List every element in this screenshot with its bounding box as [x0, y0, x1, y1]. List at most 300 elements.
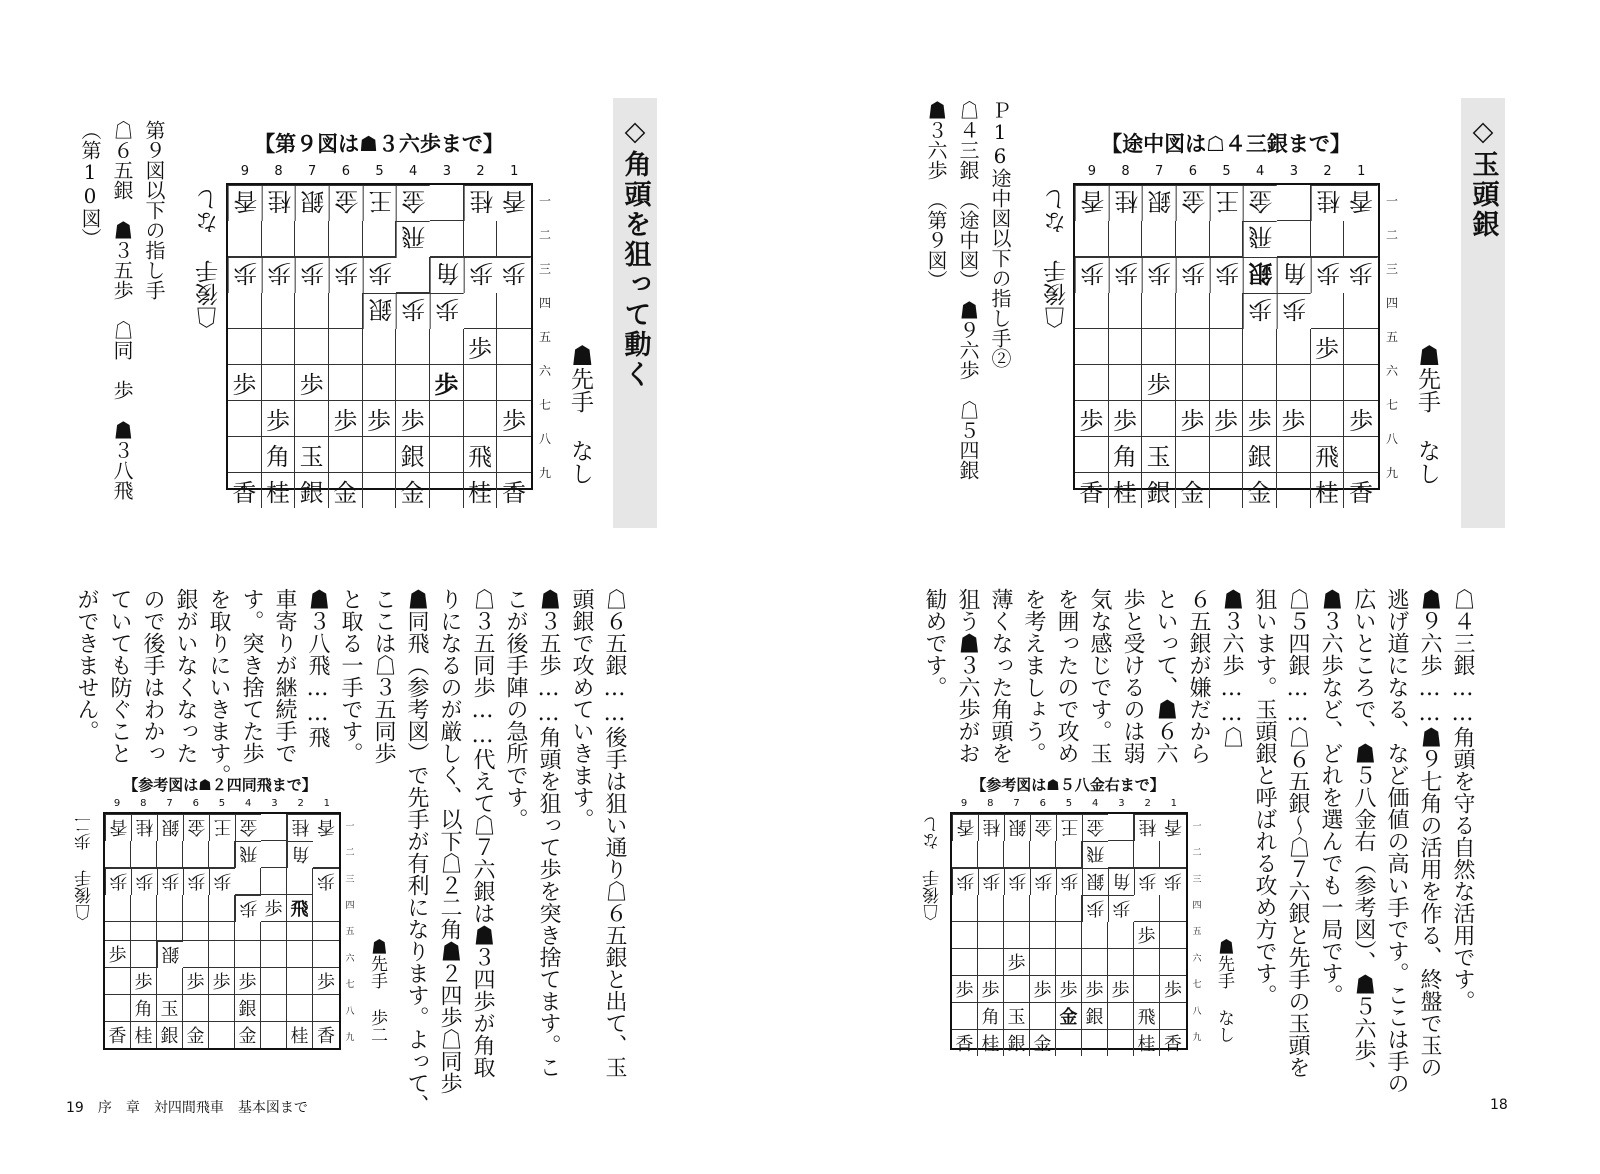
board-square: 歩: [1004, 868, 1030, 895]
board-square: [131, 922, 157, 941]
board-square: 桂: [262, 185, 296, 221]
board-square: 歩: [363, 401, 397, 437]
board-square: [1210, 473, 1244, 508]
moves-line: ☖４三銀 （途中図） ☗９六歩 ☖５四銀: [956, 100, 980, 480]
board-square: 歩: [1311, 257, 1345, 293]
body-line: ☗３八飛……飛: [305, 588, 330, 748]
board-square: 香: [952, 814, 978, 841]
left-diagram-row-labels: 一 二 三 四 五 六 七 八 九: [538, 193, 551, 481]
board-square: 玉: [295, 437, 329, 473]
board-square: [183, 895, 209, 922]
board-square: [313, 895, 339, 922]
board-square: 歩: [1075, 257, 1109, 293]
board-square: 桂: [1134, 814, 1160, 841]
board-square: [228, 437, 262, 473]
right-ref-col-labels: 9 8 7 6 5 4 3 2 1: [960, 798, 1178, 809]
board-square: 金: [1176, 473, 1210, 508]
board-square: [1277, 365, 1311, 401]
board-square: 歩: [1004, 949, 1030, 976]
board-square: [1056, 1030, 1082, 1056]
board-square: 歩: [1030, 868, 1056, 895]
board-square: 香: [228, 473, 262, 508]
board-square: 歩: [235, 968, 261, 995]
board-square: 角: [978, 1003, 1004, 1030]
board-square: 銀: [295, 185, 329, 221]
board-square: [1160, 922, 1186, 949]
board-square: 桂: [1109, 185, 1143, 221]
board-square: 歩: [1176, 257, 1210, 293]
right-section-header: [1461, 98, 1505, 528]
board-square: [1210, 365, 1244, 401]
body-line: ☖３五同歩……代えて☖７六銀は☗３四歩が角取: [470, 588, 495, 1078]
board-square: 桂: [1311, 185, 1345, 221]
left-section-header: [613, 98, 657, 528]
board-square: 歩: [430, 365, 464, 401]
right-diagram-col-labels: 9 8 7 6 5 4 3 2 1: [1087, 164, 1366, 179]
board-square: 歩: [1243, 293, 1277, 329]
board-square: 銀: [235, 995, 261, 1022]
board-square: 香: [1160, 814, 1186, 841]
board-square: [262, 293, 296, 329]
board-square: [430, 329, 464, 365]
body-line: を取りにいきます。: [206, 588, 231, 786]
board-square: [1277, 473, 1311, 508]
board-square: [157, 968, 183, 995]
board-square: 歩: [183, 968, 209, 995]
board-square: [329, 329, 363, 365]
board-square: 歩: [209, 968, 235, 995]
body-line: ☗９六歩……☗９七角の活用を作る、終盤で玉の: [1417, 588, 1442, 1078]
board-square: 桂: [1109, 473, 1143, 508]
board-square: [131, 895, 157, 922]
board-square: 銀: [1243, 257, 1277, 293]
right-ref-diagram-title: 【参考図は☗５八金右まで】: [971, 776, 1165, 794]
board-square: [131, 841, 157, 868]
board-square: [1176, 365, 1210, 401]
board-square: 香: [1164, 1034, 1182, 1055]
board-square: [1030, 1003, 1056, 1030]
board-square: [1311, 293, 1345, 329]
left-ref-shogi-board: [103, 812, 341, 1050]
board-square: [1004, 841, 1030, 868]
board-square: [430, 437, 464, 473]
left-diagram-title: 【第９図は☗３六歩まで】: [254, 132, 504, 156]
board-square: 歩: [396, 401, 430, 437]
board-square: 王: [363, 185, 397, 221]
board-square: [1160, 949, 1186, 976]
right-gote-hand: ☖後手 なし: [1044, 188, 1070, 329]
board-square: 香: [952, 1030, 978, 1056]
board-square: 桂: [287, 814, 313, 841]
board-square: [1142, 293, 1176, 329]
board-square: [295, 401, 329, 437]
board-square: 銀: [1082, 1003, 1108, 1030]
right-moves: [920, 100, 1016, 520]
board-square: 桂: [978, 814, 1004, 841]
board-square: [1176, 437, 1210, 473]
body-line: ☗３五歩……角頭を狙って歩を突き捨てます。こ: [536, 588, 561, 1078]
board-square: 銀: [295, 473, 329, 508]
board-square: 銀: [1243, 437, 1277, 473]
board-square: [1142, 401, 1176, 437]
board-square: 歩: [1030, 976, 1056, 1003]
board-square: 歩: [1134, 922, 1160, 949]
board-square: [464, 221, 498, 257]
board-square: [1134, 976, 1160, 1003]
board-square: [464, 293, 498, 329]
board-square: [105, 922, 131, 941]
board-square: [952, 841, 978, 868]
board-square: [1277, 185, 1311, 221]
left-sente-hand: ☗先手 なし: [567, 344, 593, 485]
board-square: 銀: [157, 814, 183, 841]
left-shogi-board: [226, 183, 533, 507]
board-square: [1108, 949, 1134, 976]
board-square: [1075, 329, 1109, 365]
board-square: 銀: [1004, 814, 1030, 841]
board-square: [1311, 365, 1345, 401]
right-ref-shogi-board: [950, 812, 1188, 1055]
board-square: [1134, 841, 1160, 868]
board-square: [1056, 922, 1082, 949]
board-square: 銀: [396, 437, 430, 473]
board-square: [978, 895, 1004, 922]
board-square: 角: [287, 841, 313, 868]
board-square: 金: [183, 1022, 209, 1048]
board-square: 角: [430, 257, 464, 293]
board-square: [261, 968, 287, 995]
board-square: 歩: [1277, 293, 1311, 329]
board-square: [430, 185, 464, 221]
board-square: [1056, 949, 1082, 976]
board-square: [287, 995, 313, 1022]
board-square: [1030, 841, 1056, 868]
board-square: 歩: [1243, 401, 1277, 437]
board-square: [497, 365, 531, 401]
board-square: [1109, 365, 1143, 401]
board-square: 玉: [157, 995, 183, 1022]
board-square: [1311, 221, 1345, 257]
board-square: 香: [317, 1026, 335, 1047]
board-square: [183, 841, 209, 868]
moves-line: ☖６五銀 ☗３五歩 ☖同 歩 ☗３八飛: [110, 120, 134, 500]
board-square: [235, 941, 261, 968]
board-square: [1082, 922, 1108, 949]
board-square: [1344, 293, 1378, 329]
board-square: [497, 437, 531, 473]
board-square: [1176, 329, 1210, 365]
board-square: 香: [105, 1022, 131, 1048]
board-square: 歩: [1210, 257, 1244, 293]
board-square: 歩: [1082, 976, 1108, 1003]
board-square: 歩: [363, 257, 397, 293]
right-ref-gote-hand: ☖後手 なし: [923, 816, 943, 921]
board-square: [1108, 814, 1134, 841]
body-line: 狙います。玉頭銀と呼ばれる攻め方です。: [1252, 588, 1277, 1006]
board-square: [1075, 365, 1109, 401]
board-square: [209, 895, 235, 922]
board-square: 歩: [295, 365, 329, 401]
board-square: 玉: [1004, 1003, 1030, 1030]
board-square: 歩: [497, 401, 531, 437]
left-ref-diagram-title: 【参考図は☗２四同飛まで】: [123, 776, 317, 794]
board-square: 歩: [183, 868, 209, 895]
board-square: [287, 868, 313, 895]
board-square: 角: [1108, 868, 1134, 895]
body-line: ☖４三銀……角頭を守る自然な活用です。: [1450, 588, 1475, 1012]
board-square: 歩: [209, 868, 235, 895]
board-square: [1142, 329, 1176, 365]
board-square: [329, 365, 363, 401]
board-square: 香: [105, 814, 131, 841]
moves-line: 第９図以下の指し手: [142, 120, 166, 300]
board-square: [1160, 841, 1186, 868]
board-square: [228, 401, 262, 437]
board-square: [1004, 976, 1030, 1003]
board-square: 歩: [1056, 868, 1082, 895]
board-square: 香: [313, 814, 339, 841]
right-ref-sente-hand: ☗先手 なし: [1214, 938, 1234, 1043]
board-square: [978, 922, 1004, 949]
board-square: 歩: [228, 257, 262, 293]
board-square: 歩: [329, 257, 363, 293]
board-square: [105, 895, 131, 922]
board-square: [952, 895, 978, 922]
board-square: [1134, 949, 1160, 976]
board-square: [228, 293, 262, 329]
board-square: 歩: [1344, 401, 1378, 437]
board-square: 歩: [1311, 329, 1345, 365]
body-line: 広いところで、☗５八金右（参考図）、☗５六歩、: [1351, 588, 1376, 1083]
board-square: [261, 1022, 287, 1048]
body-line: と取る一手です。: [338, 588, 363, 764]
board-square: [396, 329, 430, 365]
board-square: [396, 257, 430, 293]
board-square: [1109, 329, 1143, 365]
body-line: 頭銀で攻めていきます。: [569, 588, 594, 830]
body-line: ☗同飛（参考図）で先手が有利になります。よって、: [404, 588, 429, 1116]
board-square: [1109, 221, 1143, 257]
board-square: [313, 922, 339, 941]
board-square: [261, 814, 287, 841]
board-square: [1243, 329, 1277, 365]
body-line: 薄くなった角頭を: [988, 588, 1013, 764]
body-line: ６五銀が嫌だから: [1186, 588, 1211, 764]
board-square: 金: [329, 473, 363, 508]
board-square: 歩: [313, 968, 339, 995]
moves-line: Ｐ16途中図以下の指し手②: [988, 100, 1012, 368]
board-square: [1311, 401, 1345, 437]
board-square: [430, 473, 464, 508]
board-square: 歩: [1142, 257, 1176, 293]
body-line: りになるのが厳しく、以下☖２二角☗２四歩☖同歩: [437, 588, 462, 1094]
board-square: [261, 868, 287, 895]
board-square: 飛: [287, 895, 313, 922]
right-diagram-row-labels: 一 二 三 四 五 六 七 八 九: [1385, 193, 1398, 481]
right-shogi-board: [1073, 183, 1380, 507]
board-square: 王: [1056, 814, 1082, 841]
board-square: 金: [396, 185, 430, 221]
board-square: [329, 437, 363, 473]
board-square: 玉: [1142, 437, 1176, 473]
left-diagram-col-labels: 9 8 7 6 5 4 3 2 1: [240, 164, 519, 179]
board-square: 歩: [1210, 401, 1244, 437]
board-square: 飛: [396, 221, 430, 257]
board-square: [978, 841, 1004, 868]
board-square: 金: [235, 1022, 261, 1048]
board-square: [1108, 841, 1134, 868]
board-square: 歩: [329, 401, 363, 437]
body-line: ていても防ぐこと: [107, 588, 132, 764]
board-square: [261, 995, 287, 1022]
board-square: 歩: [1109, 401, 1143, 437]
board-square: 飛: [1311, 437, 1345, 473]
board-square: [105, 968, 131, 995]
board-square: 香: [1349, 479, 1374, 507]
board-square: [313, 995, 339, 1022]
board-square: [952, 1003, 978, 1030]
left-ref-sente-hand: ☗先手 歩二: [367, 938, 387, 1043]
board-square: 歩: [1108, 895, 1134, 922]
body-line: 狙う☗３六歩がお: [955, 588, 980, 764]
board-square: [464, 365, 498, 401]
board-square: [209, 841, 235, 868]
right-diagram-title: 【途中図は☖４三銀まで】: [1101, 132, 1351, 156]
board-square: 金: [1030, 814, 1056, 841]
board-square: [1108, 922, 1134, 949]
board-square: [235, 922, 261, 941]
left-moves: [74, 120, 170, 520]
board-square: [157, 922, 183, 941]
board-square: [1210, 437, 1244, 473]
board-square: 歩: [1075, 401, 1109, 437]
board-square: [329, 293, 363, 329]
board-square: 銀: [1082, 868, 1108, 895]
body-line: 気な感じです。玉: [1087, 588, 1112, 764]
board-square: [1277, 221, 1311, 257]
board-square: 歩: [313, 868, 339, 895]
board-square: 金: [396, 473, 430, 508]
board-square: 王: [209, 814, 235, 841]
board-square: [1082, 1030, 1108, 1056]
left-folio: 19 序 章 対四間飛車 基本図まで: [66, 1100, 308, 1116]
board-square: 香: [1075, 185, 1109, 221]
board-square: [1108, 1003, 1134, 1030]
board-square: 桂: [464, 185, 498, 221]
board-square: [1134, 895, 1160, 922]
board-square: [209, 922, 235, 941]
board-square: 角: [131, 995, 157, 1022]
body-line: す。突き捨てた歩: [239, 588, 264, 764]
board-square: 桂: [978, 1030, 1004, 1056]
board-square: 金: [1243, 185, 1277, 221]
board-square: [1160, 1003, 1186, 1030]
board-square: 歩: [396, 293, 430, 329]
board-square: [1109, 293, 1143, 329]
board-square: 桂: [464, 473, 498, 508]
board-square: 飛: [1082, 841, 1108, 868]
body-line: ので後手はわかっ: [140, 588, 165, 764]
board-square: [295, 293, 329, 329]
board-square: 銀: [1142, 473, 1176, 508]
board-square: 桂: [131, 814, 157, 841]
board-square: [131, 941, 157, 968]
board-square: 歩: [1160, 868, 1186, 895]
board-square: 香: [228, 185, 262, 221]
board-square: 桂: [287, 1022, 313, 1048]
board-square: [1277, 437, 1311, 473]
board-square: [287, 941, 313, 968]
board-square: 金: [1082, 814, 1108, 841]
board-square: 歩: [497, 257, 531, 293]
board-square: [209, 995, 235, 1022]
right-ref-row-labels: 一 二 三 四 五 六 七 八 九: [1192, 821, 1202, 1044]
body-line: ☖５四銀……☖６五銀～☖７六銀と先手の玉頭を: [1285, 588, 1310, 1078]
board-square: 桂: [131, 1022, 157, 1048]
board-square: 歩: [1160, 976, 1186, 1003]
board-square: [430, 401, 464, 437]
board-square: 歩: [1344, 257, 1378, 293]
board-square: [430, 221, 464, 257]
board-square: 角: [262, 437, 296, 473]
board-square: 香: [1344, 185, 1378, 221]
board-square: 桂: [262, 473, 296, 508]
board-square: 桂: [1311, 473, 1345, 508]
board-square: 歩: [105, 941, 131, 968]
board-square: [287, 968, 313, 995]
moves-line: （第10図）: [78, 120, 102, 248]
board-square: 金: [183, 814, 209, 841]
left-ref-col-labels: 9 8 7 6 5 4 3 2 1: [113, 798, 331, 809]
board-square: [183, 995, 209, 1022]
board-square: [261, 841, 287, 868]
board-square: 銀: [157, 941, 183, 968]
body-line: を考えましょう。: [1021, 588, 1046, 764]
board-square: 歩: [1142, 365, 1176, 401]
board-square: 金: [1243, 473, 1277, 508]
board-square: 歩: [105, 868, 131, 895]
board-square: [978, 949, 1004, 976]
board-square: 歩: [952, 976, 978, 1003]
board-square: [1075, 437, 1109, 473]
body-line: ☖６五銀……後手は狙い通り☖６五銀と出て、玉: [602, 588, 627, 1078]
board-square: 金: [329, 185, 363, 221]
board-square: 金: [1056, 1003, 1082, 1030]
board-square: 歩: [1108, 976, 1134, 1003]
board-square: 歩: [978, 976, 1004, 1003]
board-square: [396, 365, 430, 401]
board-square: 王: [1210, 185, 1244, 221]
board-square: [209, 1022, 235, 1048]
board-square: [1160, 895, 1186, 922]
board-square: [262, 365, 296, 401]
board-square: 歩: [1277, 401, 1311, 437]
board-square: [262, 221, 296, 257]
board-square: [261, 941, 287, 968]
board-square: [363, 221, 397, 257]
body-line: といって、☗６六: [1153, 588, 1178, 764]
board-square: [363, 473, 397, 508]
board-square: 角: [1277, 257, 1311, 293]
board-square: 歩: [1134, 868, 1160, 895]
board-square: [157, 895, 183, 922]
board-square: [329, 221, 363, 257]
board-square: [1004, 895, 1030, 922]
board-square: [1210, 221, 1244, 257]
board-square: [228, 221, 262, 257]
board-square: [287, 922, 313, 941]
board-square: 飛: [1243, 221, 1277, 257]
